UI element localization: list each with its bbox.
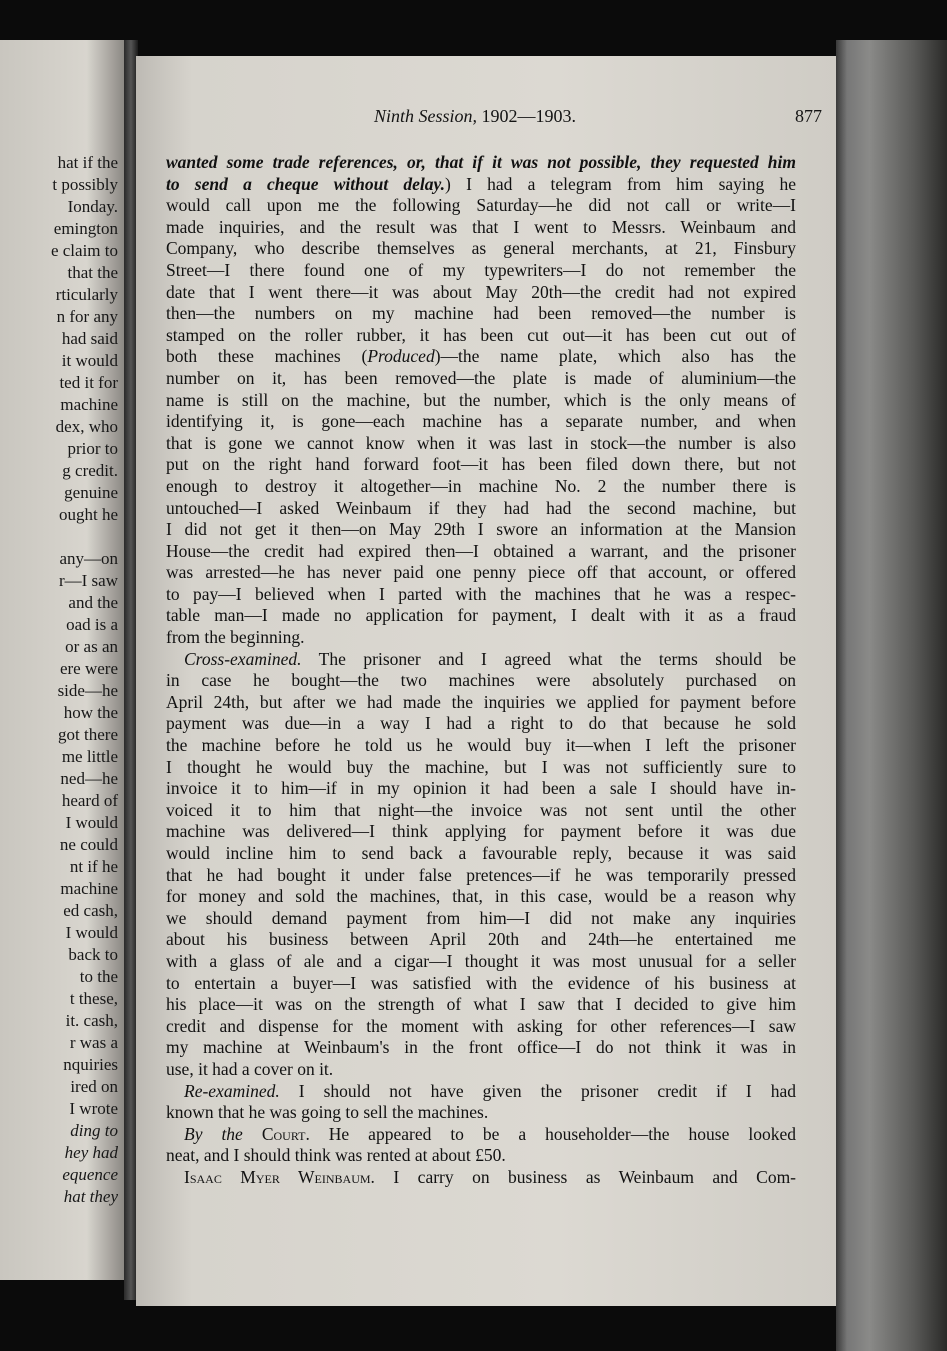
text-segment: known that he was going to sell the machines. <box>166 1102 489 1123</box>
session-years: 1902—1903. <box>481 106 577 126</box>
text-line <box>166 152 796 174</box>
left-page-line: ought he <box>58 505 118 524</box>
left-page-line: t these, <box>69 989 118 1008</box>
left-page-line: ired on <box>70 1077 118 1096</box>
text-line <box>166 843 796 865</box>
styled-text-segment: wanted some trade references, or, that if it was not possible, they requested him <box>166 152 796 172</box>
text-segment: that is gone we cannot know when it was last in stock—the number is also <box>166 432 796 453</box>
text-line <box>166 1145 796 1167</box>
text-segment: date that I went there—it was about May 20th—the credit had not expired <box>166 281 796 302</box>
text-segment: in case he bought—the two machines were absolutely purchased on <box>166 670 796 691</box>
left-page-text <box>0 152 118 1208</box>
text-segment: )—the name plate, which also has the <box>434 346 797 367</box>
styled-text-segment: By the <box>184 1123 262 1144</box>
text-segment: I thought he would buy the machine, but I was not sufficiently sure to <box>166 756 796 777</box>
text-line <box>166 584 796 606</box>
text-segment: credit and dispense for the moment with asking for other references—I saw <box>166 1015 796 1036</box>
text-line <box>166 195 796 217</box>
text-line <box>166 1124 796 1146</box>
text-segment: then—the numbers on my machine had been removed—the number is <box>166 303 796 324</box>
text-line <box>166 800 796 822</box>
text-segment: name is still on the machine, but the number, which is the only means of <box>166 389 796 410</box>
text-line <box>166 217 796 239</box>
text-segment: the machine before he told us he would buy it—when I left the prisoner <box>166 735 796 756</box>
left-page-line: how the <box>63 703 118 722</box>
left-page-line: it. cash, <box>65 1011 118 1030</box>
text-line <box>166 692 796 714</box>
text-line <box>166 433 796 455</box>
text-segment: I did not get it then—on May 29th I swore an information at the Mansion <box>166 519 796 540</box>
left-page-line: genuine <box>64 483 118 502</box>
left-page-line: I wrote <box>69 1099 118 1118</box>
left-page-line: Ionday. <box>67 197 118 216</box>
text-line <box>166 951 796 973</box>
left-page-line: prior to <box>67 439 118 458</box>
text-line <box>166 303 796 325</box>
text-segment: neat, and I should think was rented at about £50. <box>166 1145 506 1166</box>
page-edge-shadow <box>836 40 947 1351</box>
testimony-text <box>166 152 796 1189</box>
styled-text-segment: Isaac Myer Weinbaum <box>184 1166 371 1187</box>
text-line <box>166 325 796 347</box>
text-line <box>166 498 796 520</box>
text-line <box>166 519 796 541</box>
text-line <box>166 713 796 735</box>
text-segment: enough to destroy it altogether—in machine No. 2 the number there is <box>166 475 796 496</box>
text-line <box>166 1037 796 1059</box>
text-segment: with a glass of ale and a cigar—I thought it was most unusual for a seller <box>166 950 796 971</box>
text-line <box>166 778 796 800</box>
text-segment: . I carry on business as Weinbaum and Com- <box>370 1166 797 1187</box>
text-segment: was arrested—he has never paid one penny piece off that account, or offered <box>166 562 796 583</box>
text-line <box>166 238 796 260</box>
text-line <box>166 605 796 627</box>
text-line <box>166 908 796 930</box>
text-segment: from the beginning. <box>166 627 305 648</box>
text-segment: would call upon me the following Saturday—he did not call or write—I <box>166 195 796 216</box>
left-page-fragment <box>0 40 124 1280</box>
text-segment: voiced it to him that night—the invoice was not sent until the other <box>166 799 796 820</box>
text-line <box>166 1102 796 1124</box>
text-segment: to pay—I believed when I parted with the machines that he was a respec- <box>166 583 796 604</box>
text-line <box>166 670 796 692</box>
left-page-line: had said <box>61 329 118 348</box>
text-line <box>166 886 796 908</box>
text-line <box>166 541 796 563</box>
text-segment: his place—it was on the strength of what I saw that I decided to give him <box>166 994 796 1015</box>
left-page-line: and the <box>68 593 118 612</box>
left-page-line: I would <box>65 813 118 832</box>
text-segment: to entertain a buyer—I was satisfied with the evidence of his business at <box>166 972 796 993</box>
left-page-line: nquiries <box>63 1055 118 1074</box>
left-page-line: hat if the <box>57 153 118 172</box>
text-segment: payment was due—in a way I had a right to do that because he sold <box>166 713 796 734</box>
text-segment: Street—I there found one of my typewriters—I do not remember the <box>166 259 796 280</box>
left-page-line: dex, who <box>55 417 118 436</box>
text-line <box>166 973 796 995</box>
text-segment: House—the credit had expired then—I obtained a warrant, and the prisoner <box>166 540 796 561</box>
left-page-line: me little <box>61 747 118 766</box>
text-line <box>166 282 796 304</box>
left-page-line: heard of <box>61 791 118 810</box>
left-page-line: ned—he <box>60 769 118 788</box>
text-line <box>166 1059 796 1081</box>
text-segment: I should not have given the prisoner credit if I had <box>279 1080 796 1101</box>
styled-text-segment: Court <box>261 1123 306 1144</box>
text-segment: would incline him to send back a favourable reply, because it was said <box>166 843 796 863</box>
text-segment: made inquiries, and the result was that I went to Messrs. Weinbaum and <box>166 216 796 237</box>
left-page-line: machine <box>60 879 118 898</box>
text-segment: we should demand payment from him—I did not make any inquiries <box>166 907 796 928</box>
text-segment: . He appeared to be a householder—the house looked <box>305 1123 796 1144</box>
session-label: Ninth Session, <box>374 106 478 126</box>
text-segment: machine was delivered—I think applying for payment before it was due <box>166 821 796 842</box>
left-page-line: g credit. <box>62 461 118 480</box>
left-page-line: to the <box>79 967 118 986</box>
text-segment: my machine at Weinbaum's in the front office—I do not think it was in <box>166 1037 796 1058</box>
left-page-line: it would <box>61 351 118 370</box>
text-line <box>166 390 796 412</box>
left-page-line: rticularly <box>55 285 118 304</box>
left-page-line: hat they <box>63 1187 118 1206</box>
styled-text-segment: to send a cheque without delay. <box>166 173 446 194</box>
text-segment: April 24th, but after we had made the inquiries we applied for payment before <box>166 691 796 712</box>
styled-text-segment: Cross-examined. <box>184 648 302 669</box>
left-page-line: got there <box>58 725 118 744</box>
styled-text-segment: Produced <box>367 346 435 367</box>
text-line <box>166 260 796 282</box>
left-page-line: machine <box>60 395 118 414</box>
left-page-line: side—he <box>57 681 118 700</box>
text-segment: ) I had a telegram from him saying he <box>445 173 796 194</box>
left-page-line: nt if he <box>69 857 118 876</box>
text-line <box>166 174 796 196</box>
left-page-line: back to <box>68 945 118 964</box>
left-page-line: emington <box>53 219 118 238</box>
text-line <box>166 411 796 433</box>
left-page-line <box>0 526 118 548</box>
left-page-line: oad is a <box>66 615 118 634</box>
text-line <box>166 929 796 951</box>
text-segment: about his business between April 20th and 24th—he entertained me <box>166 929 796 950</box>
left-page-line: ne could <box>59 835 118 854</box>
left-page-line: equence <box>62 1165 118 1184</box>
text-line <box>166 1081 796 1103</box>
text-segment: The prisoner and I agreed what the terms should be <box>301 648 796 669</box>
text-segment: invoice it to him—if in my opinion it had been a sale I should have in- <box>166 778 796 799</box>
page-number: 877 <box>795 106 822 126</box>
text-segment: for money and sold the machines, that, in this case, would be a reason why <box>166 886 796 907</box>
text-segment: identifying it, is gone—each machine has a separate number, and when <box>166 411 796 432</box>
text-line <box>166 735 796 757</box>
text-segment: untouched—I asked Weinbaum if they had had the second machine, but <box>166 497 796 518</box>
text-line <box>166 368 796 390</box>
text-line <box>166 1167 796 1189</box>
text-line <box>166 1016 796 1038</box>
left-page-line: r—I saw <box>58 571 118 590</box>
text-line <box>166 454 796 476</box>
text-line <box>166 865 796 887</box>
text-line <box>166 476 796 498</box>
left-page-line: I would <box>65 923 118 942</box>
left-page-line: ding to <box>70 1121 118 1140</box>
text-segment: use, it had a cover on it. <box>166 1058 334 1079</box>
left-page-line: ted it for <box>59 373 118 392</box>
session-title <box>374 106 576 127</box>
left-page-line: n for any <box>56 307 118 326</box>
left-page-line: r was a <box>69 1033 118 1052</box>
text-line <box>166 562 796 584</box>
text-segment: put on the right hand forward foot—it has been filed down there, but not <box>166 454 796 475</box>
left-page-line: that the <box>67 263 118 282</box>
text-line <box>166 346 796 368</box>
text-line <box>166 649 796 671</box>
text-segment: that he had bought it under false pretences—if he was temporarily pressed <box>166 864 796 885</box>
text-segment: table man—I made no application for payment, I dealt with it as a fraud <box>166 605 796 626</box>
left-page-line: or as an <box>65 637 118 656</box>
text-line <box>166 994 796 1016</box>
text-line <box>166 627 796 649</box>
text-line <box>166 821 796 843</box>
styled-text-segment: Re-examined. <box>184 1080 280 1101</box>
left-page-line: hey had <box>64 1143 118 1162</box>
text-segment: Company, who describe themselves as general merchants, at 21, Finsbury <box>166 238 796 259</box>
left-page-line: ed cash, <box>63 901 118 920</box>
left-page-line: t possibly <box>52 175 118 194</box>
left-page-line: ere were <box>59 659 118 678</box>
left-page-line: any—on <box>59 549 118 568</box>
right-page <box>136 56 836 1306</box>
text-segment: both these machines ( <box>166 346 368 367</box>
text-segment: number on it, has been removed—the plate is made of aluminium—the <box>166 367 796 388</box>
text-segment: stamped on the roller rubber, it has been cut out—it has been cut out of <box>166 324 796 345</box>
text-line <box>166 757 796 779</box>
left-page-line: e claim to <box>50 241 118 260</box>
